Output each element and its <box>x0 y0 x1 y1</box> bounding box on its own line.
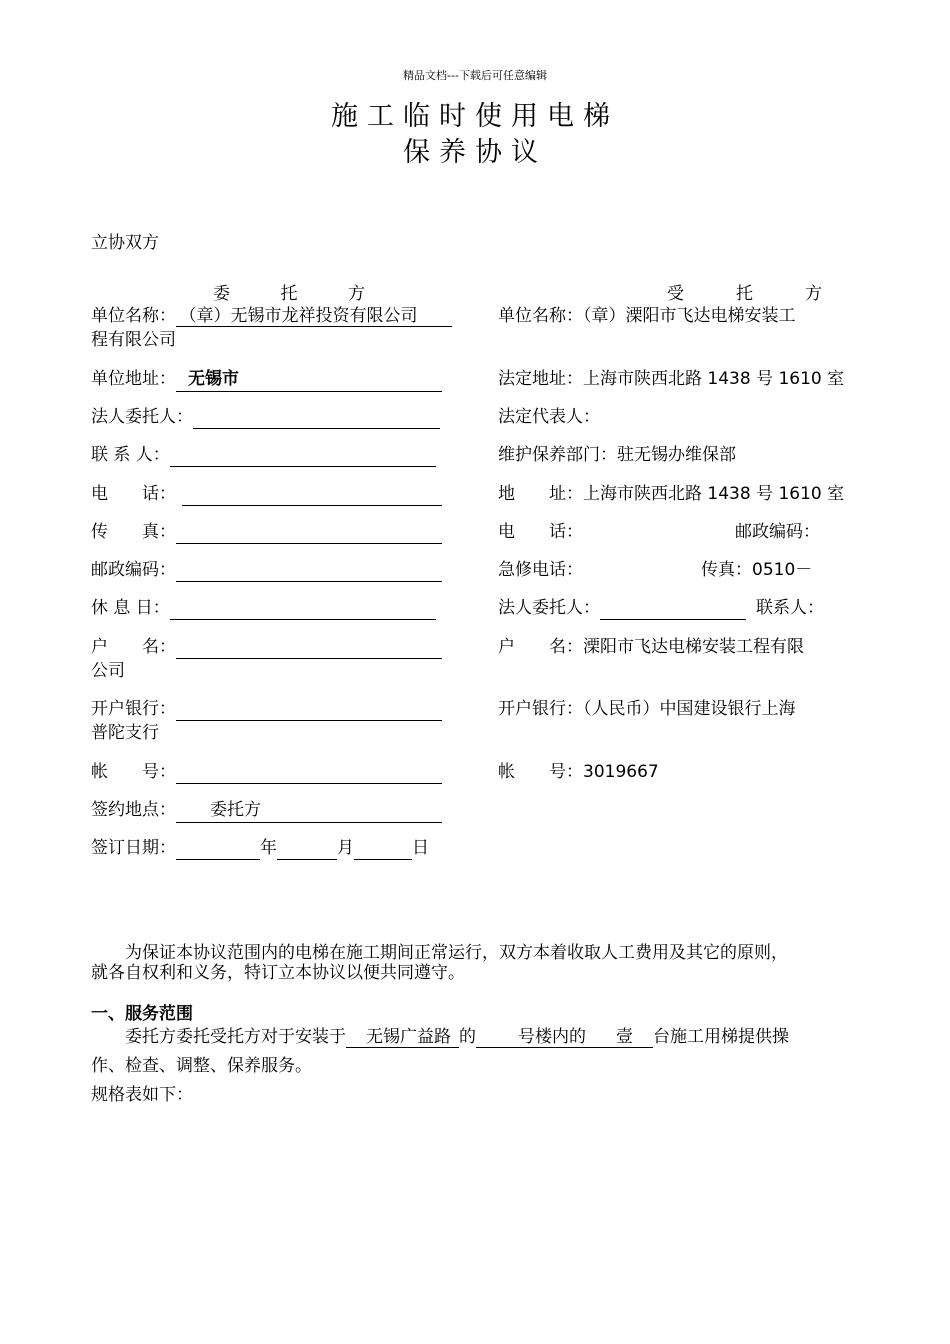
left-heading: 委 托 方 <box>213 284 365 304</box>
left-rest-day: 休 息 日： <box>91 596 436 620</box>
left-postcode: 邮政编码： <box>91 558 442 582</box>
left-bank: 开户银行： <box>91 697 442 721</box>
right-bank: 开户银行：（人民币）中国建设银行上海 <box>498 699 796 719</box>
sign-place: 签约地点： 委托方 <box>91 798 442 823</box>
right-legal-rep: 法定代表人： <box>498 407 600 427</box>
right-fax: 传真：0510－ <box>701 560 813 580</box>
left-address: 单位地址： 无锡市 <box>91 367 442 392</box>
left-account-no: 帐 号： <box>91 760 442 784</box>
parties-intro: 立协双方 <box>91 233 159 253</box>
right-phone: 电 话： <box>498 522 583 542</box>
right-legal-agent: 法人委托人： 联系人： <box>498 598 824 618</box>
left-legal-agent: 法人委托人： <box>91 405 440 429</box>
title-line-2: 保养协议 <box>403 137 547 168</box>
left-account-name: 户 名： <box>91 635 442 659</box>
right-legal-address: 法定地址：上海市陕西北路 1438 号 1610 室 <box>498 369 845 389</box>
left-unit-name: 单位名称： （章）无锡市龙祥投资有限公司 <box>91 304 452 328</box>
section-1-line-1: 委托方委托受托方对于安装于 无锡广益路 的 号楼内的 壹 台施工用梯提供操 <box>125 1027 789 1047</box>
account-name-cont: 公司 <box>91 661 125 681</box>
title-line-1: 施工临时使用电梯 <box>331 101 619 132</box>
right-unit-name: 单位名称：（章）溧阳市飞达电梯安装工 <box>498 306 796 326</box>
left-phone: 电 话： <box>91 482 442 506</box>
left-fax: 传 真： <box>91 520 442 544</box>
bank-cont: 普陀支行 <box>91 723 159 743</box>
sign-date: 签订日期： 年 月 日 <box>91 838 429 858</box>
section-1-heading: 一、服务范围 <box>91 1004 193 1024</box>
spec-table-intro: 规格表如下： <box>91 1085 193 1105</box>
right-emergency: 急修电话： <box>498 560 583 580</box>
right-maint-dept: 维护保养部门：驻无锡办维保部 <box>498 445 736 465</box>
section-1-line-2: 作、检查、调整、保养服务。 <box>91 1056 312 1076</box>
page-header: 精品文档---下载后可任意编辑 <box>403 69 547 82</box>
right-postcode: 邮政编码： <box>735 522 820 542</box>
intro-line-2: 就各自权利和义务，特订立本协议以便共同遵守。 <box>91 963 465 983</box>
right-unit-name-cont: 程有限公司 <box>91 330 176 350</box>
right-account-name: 户 名：溧阳市飞达电梯安装工程有限 <box>498 637 804 657</box>
right-address: 地 址：上海市陕西北路 1438 号 1610 室 <box>498 484 845 504</box>
right-heading: 受 托 方 <box>667 284 822 304</box>
intro-line-1: 为保证本协议范围内的电梯在施工期间正常运行，双方本着收取人工费用及其它的原则， <box>125 943 788 963</box>
right-account-no: 帐 号：3019667 <box>498 762 659 782</box>
left-contact: 联 系 人： <box>91 443 436 467</box>
